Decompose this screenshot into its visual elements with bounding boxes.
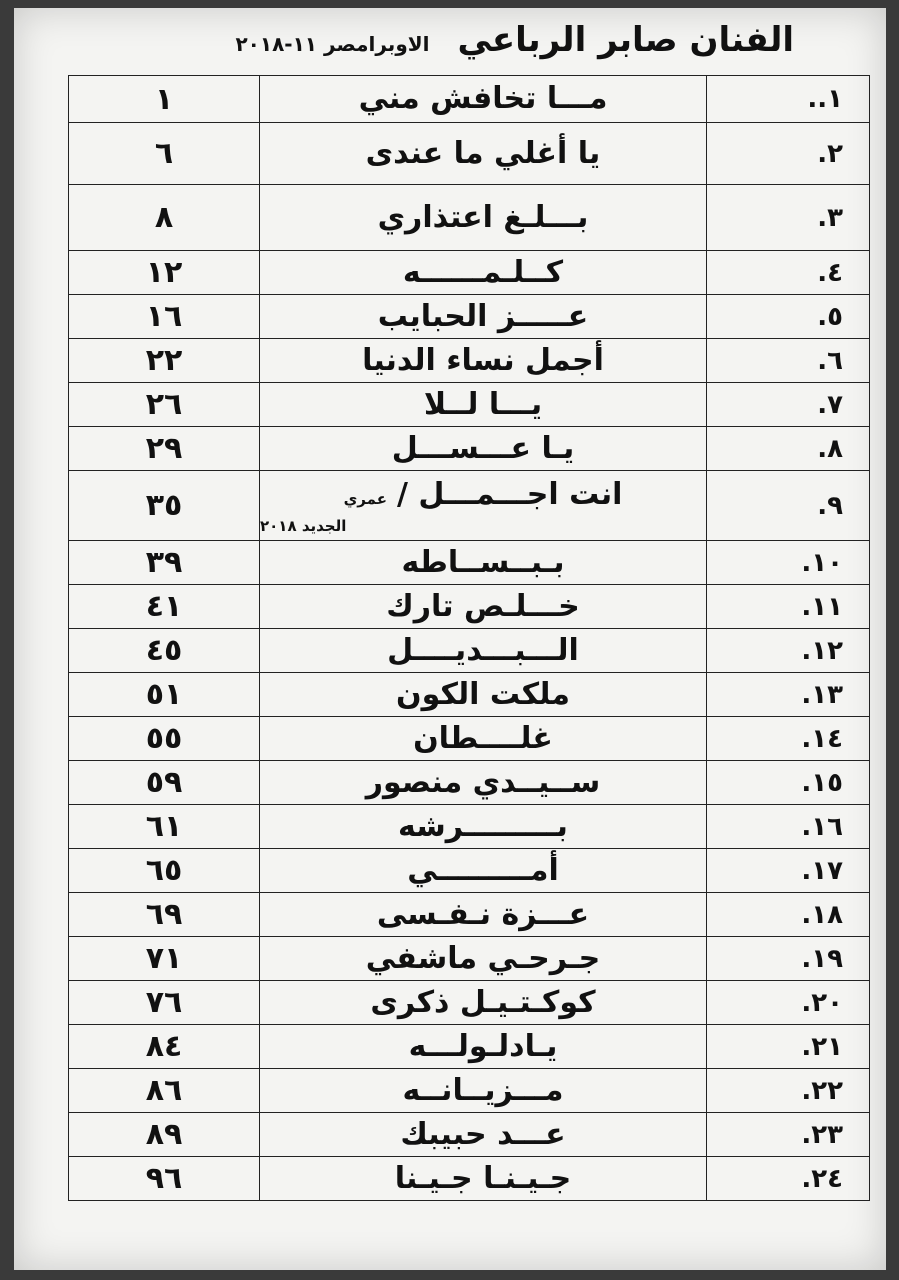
song-number: ٢. bbox=[707, 123, 870, 185]
song-number: ١٠. bbox=[707, 541, 870, 585]
song-title-cell bbox=[260, 585, 707, 629]
song-number: ٨. bbox=[707, 427, 870, 471]
song-title: عـــزة نـفـسى bbox=[376, 896, 590, 932]
song-title-cell bbox=[260, 76, 707, 123]
song-title: ســيــدي منصور bbox=[365, 764, 601, 800]
song-title-cell bbox=[260, 383, 707, 427]
page-number: ٣٥ bbox=[69, 471, 260, 541]
table-row bbox=[69, 383, 870, 427]
song-title: خـــلـص تارك bbox=[386, 588, 580, 624]
song-number: ٢٠. bbox=[707, 981, 870, 1025]
song-title-cell bbox=[260, 849, 707, 893]
song-title: جـرحـي ماشفي bbox=[365, 940, 601, 976]
song-title: الـــبـــديــــل bbox=[387, 632, 579, 668]
table-row bbox=[69, 427, 870, 471]
header bbox=[134, 20, 794, 80]
page-number: ٧١ bbox=[69, 937, 260, 981]
page-number: ٨ bbox=[69, 185, 260, 251]
song-title: انت اجـــمـــل / bbox=[396, 476, 623, 512]
song-title: يـــا لــلا bbox=[423, 386, 543, 422]
table-row bbox=[69, 805, 870, 849]
song-title: كــلـمــــــه bbox=[402, 254, 564, 290]
page-number: ٤٥ bbox=[69, 629, 260, 673]
page-number: ٦٩ bbox=[69, 893, 260, 937]
song-number: ٢٢. bbox=[707, 1069, 870, 1113]
table-row bbox=[69, 339, 870, 383]
table-row bbox=[69, 981, 870, 1025]
table-row bbox=[69, 1069, 870, 1113]
page-number: ٨٦ bbox=[69, 1069, 260, 1113]
song-number: ١٧. bbox=[707, 849, 870, 893]
song-title: كوكـتـيـل ذكرى bbox=[370, 984, 596, 1020]
table-row bbox=[69, 1113, 870, 1157]
song-title: يـا عـــســـل bbox=[391, 430, 575, 466]
page-number: ٢٦ bbox=[69, 383, 260, 427]
page-number: ٥١ bbox=[69, 673, 260, 717]
song-title-cell bbox=[260, 1025, 707, 1069]
song-title-cell bbox=[260, 717, 707, 761]
page-number: ٤١ bbox=[69, 585, 260, 629]
song-number: ٢١. bbox=[707, 1025, 870, 1069]
song-number: ٥. bbox=[707, 295, 870, 339]
song-title: أجمل نساء الدنيا bbox=[362, 342, 604, 378]
song-title-cell bbox=[260, 981, 707, 1025]
page-subtitle: الاوبرامصر ١١-٢٠١٨ bbox=[235, 32, 430, 56]
song-title: عـــد حبيبك bbox=[400, 1116, 566, 1152]
song-title: ملكت الكون bbox=[396, 676, 570, 712]
song-title-cell bbox=[260, 673, 707, 717]
song-title: بـــــــــرشه bbox=[398, 808, 568, 844]
page-number: ٨٤ bbox=[69, 1025, 260, 1069]
song-title-cell bbox=[260, 541, 707, 585]
song-title-cell bbox=[260, 123, 707, 185]
song-title-cell bbox=[260, 251, 707, 295]
song-number: ١٦. bbox=[707, 805, 870, 849]
song-number: ١٣. bbox=[707, 673, 870, 717]
page-number: ٣٩ bbox=[69, 541, 260, 585]
table-row bbox=[69, 471, 870, 541]
song-title: يا أغلي ما عندى bbox=[365, 135, 601, 171]
song-note: عمري bbox=[343, 489, 387, 508]
song-title: غلــــطان bbox=[413, 720, 553, 756]
table-row bbox=[69, 251, 870, 295]
table-row bbox=[69, 585, 870, 629]
song-title: بـبــســاطه bbox=[401, 544, 565, 580]
song-title-cell bbox=[260, 761, 707, 805]
table-row bbox=[69, 123, 870, 185]
table-row bbox=[69, 673, 870, 717]
page-number: ١٦ bbox=[69, 295, 260, 339]
page-number: ٥٥ bbox=[69, 717, 260, 761]
song-number: ٩. bbox=[707, 471, 870, 541]
song-number: ١٩. bbox=[707, 937, 870, 981]
song-title-cell bbox=[260, 893, 707, 937]
song-number: ١.. bbox=[707, 76, 870, 123]
song-title: أمـــــــــي bbox=[407, 852, 559, 888]
page-number: ٢٢ bbox=[69, 339, 260, 383]
table-row bbox=[69, 295, 870, 339]
song-title-cell bbox=[260, 805, 707, 849]
page-number: ١ bbox=[69, 76, 260, 123]
table-row bbox=[69, 541, 870, 585]
page-number: ٦ bbox=[69, 123, 260, 185]
page-number: ٥٩ bbox=[69, 761, 260, 805]
page-number: ٦١ bbox=[69, 805, 260, 849]
song-number: ٦. bbox=[707, 339, 870, 383]
song-title-cell bbox=[260, 1157, 707, 1201]
song-number: ٢٤. bbox=[707, 1157, 870, 1201]
song-number: ٢٣. bbox=[707, 1113, 870, 1157]
song-title-cell bbox=[260, 1069, 707, 1113]
song-title-cell bbox=[260, 427, 707, 471]
song-title: يـادلـولـــه bbox=[408, 1028, 558, 1064]
song-title-cell bbox=[260, 185, 707, 251]
song-title: مـــزيــانــه bbox=[402, 1072, 564, 1108]
table-row bbox=[69, 761, 870, 805]
song-title: مـــا تخافش مني bbox=[358, 81, 608, 116]
song-number: ١١. bbox=[707, 585, 870, 629]
song-title: بـــلـغ اعتذاري bbox=[377, 199, 589, 235]
song-title-cell bbox=[260, 339, 707, 383]
table-row bbox=[69, 629, 870, 673]
table-row bbox=[69, 76, 870, 123]
song-title-line bbox=[260, 477, 706, 517]
song-number: ١٨. bbox=[707, 893, 870, 937]
song-number: ١٤. bbox=[707, 717, 870, 761]
table-row bbox=[69, 937, 870, 981]
page-number: ٩٦ bbox=[69, 1157, 260, 1201]
song-title-cell bbox=[260, 629, 707, 673]
table-row bbox=[69, 185, 870, 251]
song-number: ٣. bbox=[707, 185, 870, 251]
song-number: ١٥. bbox=[707, 761, 870, 805]
table-row bbox=[69, 849, 870, 893]
song-title-cell bbox=[260, 295, 707, 339]
song-title-cell bbox=[260, 937, 707, 981]
table-row bbox=[69, 717, 870, 761]
song-number: ١٢. bbox=[707, 629, 870, 673]
song-title: عـــــز الحبايب bbox=[377, 298, 589, 334]
song-title-cell bbox=[260, 471, 707, 541]
page-title: الفنان صابر الرباعي bbox=[457, 20, 794, 60]
page-number: ٧٦ bbox=[69, 981, 260, 1025]
song-note-year: الجديد ٢٠١٨ bbox=[260, 516, 347, 535]
page-number: ١٢ bbox=[69, 251, 260, 295]
song-number: ٤. bbox=[707, 251, 870, 295]
table-row bbox=[69, 893, 870, 937]
page-number: ٢٩ bbox=[69, 427, 260, 471]
page-number: ٨٩ bbox=[69, 1113, 260, 1157]
table-row bbox=[69, 1157, 870, 1201]
song-index-table bbox=[68, 75, 870, 1201]
table-row bbox=[69, 1025, 870, 1069]
song-title: جـيـنـا جـيـنا bbox=[394, 1160, 572, 1196]
song-number: ٧. bbox=[707, 383, 870, 427]
page-number: ٦٥ bbox=[69, 849, 260, 893]
song-title-cell bbox=[260, 1113, 707, 1157]
